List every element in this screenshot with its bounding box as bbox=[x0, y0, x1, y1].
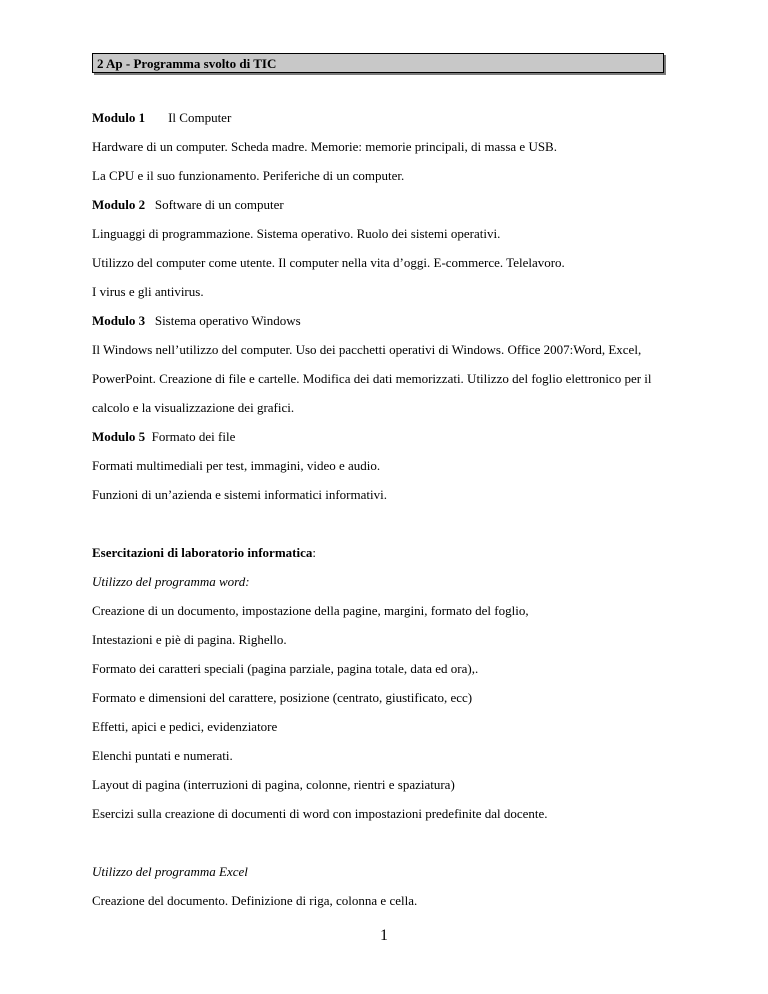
module-5-title: Formato dei file bbox=[151, 429, 236, 444]
module-2-label: Modulo 2 bbox=[92, 197, 146, 212]
module-5-heading bbox=[92, 429, 235, 445]
module-1-line: La CPU e il suo funzionamento. Periferiche di un computer. bbox=[92, 168, 405, 183]
word-line: Creazione di un documento, impostazione della pagine, margini, formato del foglio, bbox=[92, 603, 529, 618]
module-5-label: Modulo 5 bbox=[92, 429, 146, 444]
word-line: Layout di pagina (interruzioni di pagina, colonne, rientri e spaziatura) bbox=[92, 777, 455, 792]
module-5-line: Funzioni di un’azienda e sistemi informatici informativi. bbox=[92, 487, 387, 502]
module-3-heading bbox=[92, 313, 301, 329]
word-line: Formato e dimensioni del carattere, posizione (centrato, giustificato, ecc) bbox=[92, 690, 473, 705]
word-line: Effetti, apici e pedici, evidenziatore bbox=[92, 719, 278, 734]
module-2-title: Software di un computer bbox=[154, 197, 284, 212]
word-line: Intestazioni e piè di pagina. Righello. bbox=[92, 632, 287, 647]
word-line: Esercizi sulla creazione di documenti di word con impostazioni predefinite dal docente. bbox=[92, 806, 548, 821]
lab-heading-colon: : bbox=[312, 545, 316, 560]
page-number: 1 bbox=[380, 927, 388, 944]
module-5-line: Formati multimediali per test, immagini, video e audio. bbox=[92, 458, 381, 473]
module-3-line: calcolo e la visualizzazione dei grafici. bbox=[92, 400, 295, 415]
module-1-label: Modulo 1 bbox=[92, 110, 146, 125]
module-2-line: Linguaggi di programmazione. Sistema operativo. Ruolo dei sistemi operativi. bbox=[92, 226, 501, 241]
module-1-line: Hardware di un computer. Scheda madre. Memorie: memorie principali, di massa e USB. bbox=[92, 139, 557, 154]
document-title: 2 Ap - Programma svolto di TIC bbox=[97, 56, 277, 71]
module-3-label: Modulo 3 bbox=[92, 313, 146, 328]
lab-heading bbox=[92, 545, 316, 561]
excel-section-heading: Utilizzo del programma Excel bbox=[92, 864, 248, 879]
word-line: Elenchi puntati e numerati. bbox=[92, 748, 233, 763]
module-3-line: PowerPoint. Creazione di file e cartelle. Modifica dei dati memorizzati. Utilizzo del foglio elettronico per il bbox=[92, 371, 652, 386]
lab-heading-text: Esercitazioni di laboratorio informatica bbox=[92, 545, 313, 560]
document-title-box bbox=[92, 53, 664, 73]
module-2-line: Utilizzo del computer come utente. Il computer nella vita d’oggi. E-commerce. Telelavoro. bbox=[92, 255, 565, 270]
module-1-title: Il Computer bbox=[168, 110, 232, 125]
word-line: Formato dei caratteri speciali (pagina parziale, pagina totale, data ed ora),. bbox=[92, 661, 479, 676]
module-3-title: Sistema operativo Windows bbox=[154, 313, 301, 328]
excel-line: Creazione del documento. Definizione di riga, colonna e cella. bbox=[92, 893, 418, 908]
module-2-heading bbox=[92, 197, 284, 213]
module-2-line: I virus e gli antivirus. bbox=[92, 284, 204, 299]
module-3-line: Il Windows nell’utilizzo del computer. Uso dei pacchetti operativi di Windows. Office 2007:Word, Excel, bbox=[92, 342, 642, 357]
module-1-heading bbox=[92, 110, 231, 126]
word-section-heading: Utilizzo del programma word: bbox=[92, 574, 250, 589]
